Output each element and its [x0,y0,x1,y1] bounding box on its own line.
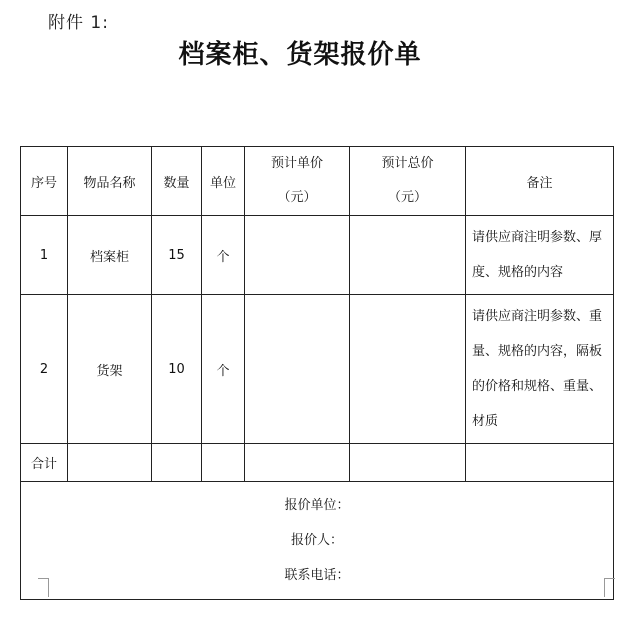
remarks-line: 材质 [472,414,499,429]
total-cell-remarks [466,444,614,482]
col-header-unit: 单位 [202,147,245,216]
col-header-unit-price [245,147,350,216]
col-header-total-price-label: 预计总价 [381,156,434,171]
attachment-label: 附件 1: [48,13,109,33]
total-row [21,444,614,482]
cell-quantity: 15 [152,216,202,295]
remarks-line: 请供应商注明参数、厚 [472,230,603,245]
total-label: 合计 [21,444,68,482]
quoting-unit-field[interactable]: 报价单位： [284,498,350,513]
col-header-item-name: 物品名称 [68,147,152,216]
col-header-unit-price-currency: （元） [277,190,317,205]
footer-info-cell [21,482,614,600]
total-cell-unit-price [245,444,350,482]
remarks-line: 的价格和规格、重量、 [472,379,603,394]
cell-seq: 1 [21,216,68,295]
remarks-line: 请供应商注明参数、重 [472,309,603,324]
total-cell-total-price[interactable] [350,444,466,482]
table-row [21,295,614,444]
contact-phone-field[interactable]: 联系电话： [284,568,350,583]
remarks-line: 量、规格的内容，隔板 [472,344,603,359]
cell-remarks [466,216,614,295]
cell-quantity: 10 [152,295,202,444]
remarks-line: 度、规格的内容 [472,265,564,280]
col-header-seq: 序号 [21,147,68,216]
col-header-quantity: 数量 [152,147,202,216]
cell-remarks [466,295,614,444]
document-title: 档案柜、货架报价单 [178,40,422,70]
table-row [21,216,614,295]
cell-total-price[interactable] [350,295,466,444]
quoter-field[interactable]: 报价人： [290,533,343,548]
quotation-table [20,146,614,600]
col-header-unit-price-label: 预计单价 [270,156,323,171]
total-cell-unit [202,444,245,482]
page-corner-mark-right [604,578,615,597]
cell-unit: 个 [202,295,245,444]
col-header-total-price [350,147,466,216]
cell-item-name: 货架 [68,295,152,444]
footer-row [21,482,614,600]
col-header-remarks: 备注 [466,147,614,216]
page-corner-mark-left [38,578,49,597]
col-header-total-price-currency: （元） [387,190,427,205]
table-header-row [21,147,614,216]
total-cell-item-name [68,444,152,482]
cell-unit-price[interactable] [245,216,350,295]
cell-seq: 2 [21,295,68,444]
cell-unit-price[interactable] [245,295,350,444]
cell-item-name: 档案柜 [68,216,152,295]
cell-unit: 个 [202,216,245,295]
total-cell-quantity[interactable] [152,444,202,482]
cell-total-price[interactable] [350,216,466,295]
